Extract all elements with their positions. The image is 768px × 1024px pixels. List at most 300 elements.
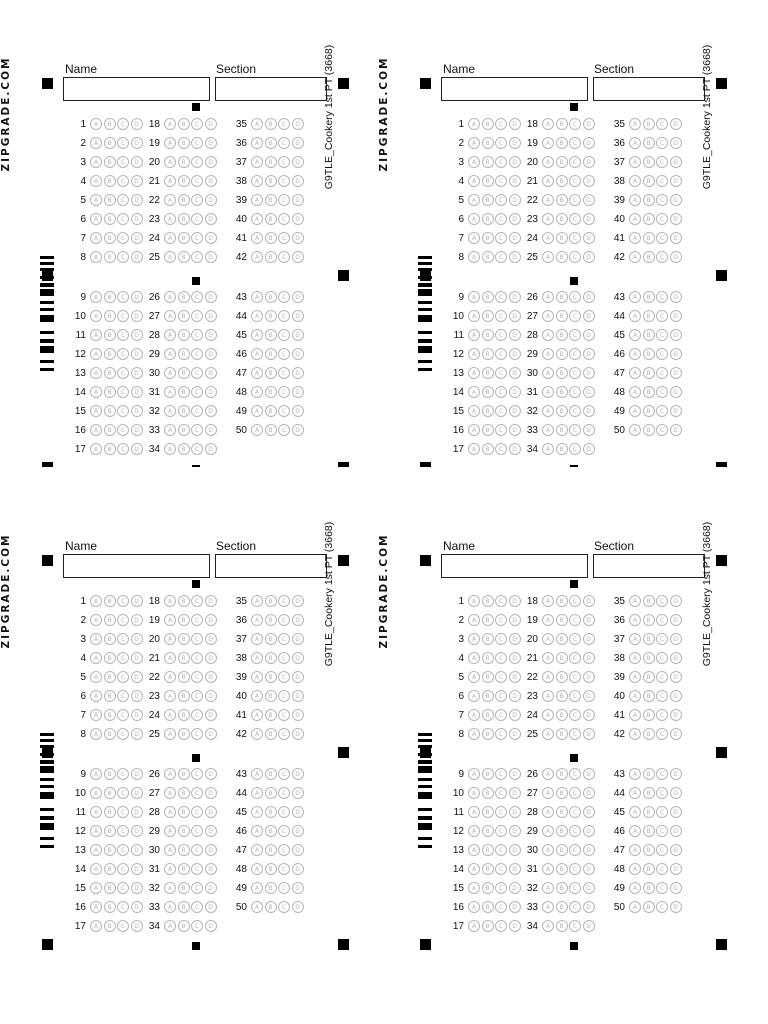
answer-bubble[interactable]: C — [278, 768, 290, 780]
answer-bubble[interactable]: B — [265, 251, 277, 263]
answer-bubble[interactable]: A — [468, 633, 480, 645]
answer-bubble[interactable]: A — [542, 728, 554, 740]
answer-bubble[interactable]: A — [164, 633, 176, 645]
answer-bubble[interactable]: B — [265, 709, 277, 721]
answer-bubble[interactable]: A — [468, 137, 480, 149]
answer-bubble[interactable]: C — [495, 329, 507, 341]
answer-bubble[interactable]: C — [656, 844, 668, 856]
answer-bubble[interactable]: D — [131, 348, 143, 360]
answer-bubble[interactable]: D — [670, 329, 682, 341]
answer-bubble[interactable]: A — [164, 386, 176, 398]
answer-bubble[interactable]: B — [643, 310, 655, 322]
answer-bubble[interactable]: B — [482, 901, 494, 913]
answer-bubble[interactable]: A — [251, 386, 263, 398]
answer-bubble[interactable]: D — [292, 806, 304, 818]
answer-bubble[interactable]: C — [495, 652, 507, 664]
answer-bubble[interactable]: B — [556, 386, 568, 398]
answer-bubble[interactable]: D — [292, 633, 304, 645]
answer-bubble[interactable]: A — [164, 671, 176, 683]
answer-bubble[interactable]: C — [569, 348, 581, 360]
answer-bubble[interactable]: B — [482, 118, 494, 130]
answer-bubble[interactable]: A — [629, 709, 641, 721]
answer-bubble[interactable]: D — [583, 652, 595, 664]
answer-bubble[interactable]: A — [629, 137, 641, 149]
answer-bubble[interactable]: D — [131, 443, 143, 455]
answer-bubble[interactable]: A — [542, 156, 554, 168]
answer-bubble[interactable]: B — [643, 882, 655, 894]
answer-bubble[interactable]: B — [643, 348, 655, 360]
answer-bubble[interactable]: B — [178, 405, 190, 417]
answer-bubble[interactable]: A — [468, 825, 480, 837]
answer-bubble[interactable]: D — [205, 787, 217, 799]
answer-bubble[interactable]: A — [542, 614, 554, 626]
answer-bubble[interactable]: A — [629, 405, 641, 417]
answer-bubble[interactable]: B — [104, 882, 116, 894]
answer-bubble[interactable]: B — [643, 118, 655, 130]
answer-bubble[interactable]: D — [670, 175, 682, 187]
name-field[interactable] — [441, 77, 588, 101]
answer-bubble[interactable]: D — [509, 863, 521, 875]
answer-bubble[interactable]: C — [191, 844, 203, 856]
answer-bubble[interactable]: A — [542, 405, 554, 417]
answer-bubble[interactable]: B — [178, 671, 190, 683]
answer-bubble[interactable]: C — [278, 118, 290, 130]
answer-bubble[interactable]: C — [569, 825, 581, 837]
answer-bubble[interactable]: C — [191, 118, 203, 130]
answer-bubble[interactable]: A — [468, 348, 480, 360]
answer-bubble[interactable]: C — [656, 825, 668, 837]
answer-bubble[interactable]: D — [205, 405, 217, 417]
answer-bubble[interactable]: A — [164, 424, 176, 436]
answer-bubble[interactable]: D — [205, 213, 217, 225]
answer-bubble[interactable]: B — [178, 652, 190, 664]
answer-bubble[interactable]: D — [131, 291, 143, 303]
answer-bubble[interactable]: B — [265, 901, 277, 913]
answer-bubble[interactable]: A — [90, 443, 102, 455]
answer-bubble[interactable]: B — [643, 633, 655, 645]
answer-bubble[interactable]: D — [131, 920, 143, 932]
answer-bubble[interactable]: A — [468, 690, 480, 702]
answer-bubble[interactable]: C — [656, 901, 668, 913]
answer-bubble[interactable]: B — [178, 329, 190, 341]
answer-bubble[interactable]: C — [495, 787, 507, 799]
answer-bubble[interactable]: D — [205, 443, 217, 455]
answer-bubble[interactable]: B — [265, 194, 277, 206]
answer-bubble[interactable]: D — [292, 709, 304, 721]
answer-bubble[interactable]: D — [509, 329, 521, 341]
answer-bubble[interactable]: C — [495, 728, 507, 740]
answer-bubble[interactable]: B — [178, 787, 190, 799]
answer-bubble[interactable]: B — [556, 863, 568, 875]
answer-bubble[interactable]: A — [542, 175, 554, 187]
answer-bubble[interactable]: A — [629, 671, 641, 683]
answer-bubble[interactable]: B — [265, 614, 277, 626]
answer-bubble[interactable]: D — [205, 901, 217, 913]
answer-bubble[interactable]: A — [90, 920, 102, 932]
answer-bubble[interactable]: A — [90, 156, 102, 168]
answer-bubble[interactable]: D — [131, 652, 143, 664]
answer-bubble[interactable]: B — [556, 920, 568, 932]
answer-bubble[interactable]: A — [251, 194, 263, 206]
answer-bubble[interactable]: D — [670, 213, 682, 225]
answer-bubble[interactable]: A — [90, 348, 102, 360]
answer-bubble[interactable]: A — [251, 709, 263, 721]
answer-bubble[interactable]: A — [468, 768, 480, 780]
answer-bubble[interactable]: B — [265, 213, 277, 225]
answer-bubble[interactable]: A — [164, 348, 176, 360]
answer-bubble[interactable]: D — [509, 291, 521, 303]
answer-bubble[interactable]: A — [164, 329, 176, 341]
answer-bubble[interactable]: D — [131, 825, 143, 837]
answer-bubble[interactable]: C — [191, 882, 203, 894]
answer-bubble[interactable]: C — [117, 367, 129, 379]
answer-bubble[interactable]: C — [117, 863, 129, 875]
answer-bubble[interactable]: A — [542, 424, 554, 436]
answer-bubble[interactable]: A — [90, 310, 102, 322]
answer-bubble[interactable]: B — [643, 728, 655, 740]
answer-bubble[interactable]: D — [205, 863, 217, 875]
answer-bubble[interactable]: B — [265, 367, 277, 379]
answer-bubble[interactable]: D — [131, 863, 143, 875]
answer-bubble[interactable]: D — [292, 232, 304, 244]
answer-bubble[interactable]: D — [205, 882, 217, 894]
answer-bubble[interactable]: B — [265, 671, 277, 683]
answer-bubble[interactable]: A — [251, 863, 263, 875]
answer-bubble[interactable]: A — [542, 194, 554, 206]
answer-bubble[interactable]: C — [191, 251, 203, 263]
answer-bubble[interactable]: B — [104, 633, 116, 645]
answer-bubble[interactable]: C — [191, 671, 203, 683]
answer-bubble[interactable]: B — [482, 329, 494, 341]
answer-bubble[interactable]: A — [164, 175, 176, 187]
answer-bubble[interactable]: C — [278, 424, 290, 436]
answer-bubble[interactable]: A — [164, 614, 176, 626]
answer-bubble[interactable]: A — [542, 844, 554, 856]
answer-bubble[interactable]: B — [643, 652, 655, 664]
answer-bubble[interactable]: D — [583, 386, 595, 398]
answer-bubble[interactable]: B — [104, 671, 116, 683]
answer-bubble[interactable]: B — [178, 348, 190, 360]
answer-bubble[interactable]: A — [251, 310, 263, 322]
answer-bubble[interactable]: B — [265, 386, 277, 398]
answer-bubble[interactable]: A — [629, 251, 641, 263]
answer-bubble[interactable]: D — [670, 825, 682, 837]
answer-bubble[interactable]: B — [482, 728, 494, 740]
answer-bubble[interactable]: B — [178, 806, 190, 818]
answer-bubble[interactable]: D — [509, 386, 521, 398]
answer-bubble[interactable]: B — [482, 920, 494, 932]
answer-bubble[interactable]: A — [542, 329, 554, 341]
answer-bubble[interactable]: A — [90, 329, 102, 341]
answer-bubble[interactable]: B — [178, 690, 190, 702]
answer-bubble[interactable]: D — [583, 367, 595, 379]
answer-bubble[interactable]: A — [542, 806, 554, 818]
answer-bubble[interactable]: A — [90, 633, 102, 645]
answer-bubble[interactable]: B — [643, 156, 655, 168]
answer-bubble[interactable]: C — [191, 728, 203, 740]
answer-bubble[interactable]: B — [643, 291, 655, 303]
answer-bubble[interactable]: B — [643, 671, 655, 683]
answer-bubble[interactable]: B — [643, 175, 655, 187]
answer-bubble[interactable]: B — [643, 787, 655, 799]
answer-bubble[interactable]: A — [468, 787, 480, 799]
answer-bubble[interactable]: D — [670, 156, 682, 168]
answer-bubble[interactable]: B — [178, 213, 190, 225]
answer-bubble[interactable]: A — [629, 118, 641, 130]
answer-bubble[interactable]: A — [90, 137, 102, 149]
answer-bubble[interactable]: C — [191, 633, 203, 645]
answer-bubble[interactable]: B — [104, 595, 116, 607]
answer-bubble[interactable]: C — [278, 386, 290, 398]
answer-bubble[interactable]: C — [191, 386, 203, 398]
answer-bubble[interactable]: C — [495, 901, 507, 913]
answer-bubble[interactable]: A — [164, 194, 176, 206]
answer-bubble[interactable]: B — [104, 424, 116, 436]
answer-bubble[interactable]: B — [104, 175, 116, 187]
answer-bubble[interactable]: A — [164, 652, 176, 664]
answer-bubble[interactable]: D — [670, 251, 682, 263]
answer-bubble[interactable]: C — [278, 901, 290, 913]
answer-bubble[interactable]: A — [542, 251, 554, 263]
answer-bubble[interactable]: D — [509, 728, 521, 740]
answer-bubble[interactable]: B — [482, 595, 494, 607]
answer-bubble[interactable]: A — [629, 690, 641, 702]
answer-bubble[interactable]: B — [104, 806, 116, 818]
answer-bubble[interactable]: D — [205, 175, 217, 187]
answer-bubble[interactable]: C — [278, 690, 290, 702]
answer-bubble[interactable]: B — [104, 768, 116, 780]
answer-bubble[interactable]: C — [191, 863, 203, 875]
answer-bubble[interactable]: A — [542, 652, 554, 664]
answer-bubble[interactable]: A — [164, 768, 176, 780]
answer-bubble[interactable]: D — [583, 310, 595, 322]
answer-bubble[interactable]: A — [251, 671, 263, 683]
answer-bubble[interactable]: A — [251, 652, 263, 664]
answer-bubble[interactable]: A — [251, 768, 263, 780]
answer-bubble[interactable]: A — [542, 348, 554, 360]
answer-bubble[interactable]: A — [468, 882, 480, 894]
answer-bubble[interactable]: B — [556, 806, 568, 818]
answer-bubble[interactable]: C — [117, 251, 129, 263]
answer-bubble[interactable]: A — [468, 671, 480, 683]
answer-bubble[interactable]: D — [292, 690, 304, 702]
answer-bubble[interactable]: C — [569, 690, 581, 702]
answer-bubble[interactable]: C — [495, 595, 507, 607]
answer-bubble[interactable]: C — [495, 633, 507, 645]
answer-bubble[interactable]: C — [278, 863, 290, 875]
answer-bubble[interactable]: D — [670, 882, 682, 894]
answer-bubble[interactable]: B — [482, 709, 494, 721]
answer-bubble[interactable]: A — [251, 614, 263, 626]
answer-bubble[interactable]: A — [164, 137, 176, 149]
answer-bubble[interactable]: A — [251, 118, 263, 130]
answer-bubble[interactable]: A — [629, 329, 641, 341]
answer-bubble[interactable]: C — [569, 405, 581, 417]
answer-bubble[interactable]: C — [495, 614, 507, 626]
answer-bubble[interactable]: D — [131, 213, 143, 225]
answer-bubble[interactable]: A — [90, 728, 102, 740]
answer-bubble[interactable]: B — [643, 424, 655, 436]
answer-bubble[interactable]: C — [569, 652, 581, 664]
answer-bubble[interactable]: B — [643, 251, 655, 263]
answer-bubble[interactable]: C — [117, 595, 129, 607]
answer-bubble[interactable]: A — [468, 118, 480, 130]
answer-bubble[interactable]: D — [509, 920, 521, 932]
answer-bubble[interactable]: D — [292, 671, 304, 683]
answer-bubble[interactable]: B — [643, 194, 655, 206]
answer-bubble[interactable]: B — [265, 787, 277, 799]
answer-bubble[interactable]: C — [656, 367, 668, 379]
answer-bubble[interactable]: B — [556, 652, 568, 664]
answer-bubble[interactable]: B — [178, 424, 190, 436]
answer-bubble[interactable]: C — [278, 405, 290, 417]
answer-bubble[interactable]: D — [131, 175, 143, 187]
answer-bubble[interactable]: D — [670, 367, 682, 379]
answer-bubble[interactable]: A — [90, 194, 102, 206]
answer-bubble[interactable]: A — [468, 709, 480, 721]
answer-bubble[interactable]: D — [205, 251, 217, 263]
answer-bubble[interactable]: C — [117, 901, 129, 913]
answer-bubble[interactable]: D — [205, 825, 217, 837]
answer-bubble[interactable]: B — [556, 194, 568, 206]
answer-bubble[interactable]: C — [191, 595, 203, 607]
answer-bubble[interactable]: D — [583, 213, 595, 225]
answer-bubble[interactable]: A — [468, 310, 480, 322]
answer-bubble[interactable]: D — [670, 709, 682, 721]
answer-bubble[interactable]: B — [643, 825, 655, 837]
answer-bubble[interactable]: D — [670, 595, 682, 607]
answer-bubble[interactable]: B — [556, 844, 568, 856]
answer-bubble[interactable]: A — [251, 137, 263, 149]
answer-bubble[interactable]: B — [265, 633, 277, 645]
answer-bubble[interactable]: A — [164, 844, 176, 856]
answer-bubble[interactable]: B — [104, 251, 116, 263]
answer-bubble[interactable]: D — [292, 652, 304, 664]
answer-bubble[interactable]: B — [482, 213, 494, 225]
answer-bubble[interactable]: D — [583, 251, 595, 263]
answer-bubble[interactable]: A — [164, 156, 176, 168]
answer-bubble[interactable]: A — [164, 443, 176, 455]
answer-bubble[interactable]: D — [583, 424, 595, 436]
answer-bubble[interactable]: D — [670, 118, 682, 130]
answer-bubble[interactable]: C — [569, 118, 581, 130]
answer-bubble[interactable]: A — [251, 825, 263, 837]
answer-bubble[interactable]: B — [556, 901, 568, 913]
answer-bubble[interactable]: C — [495, 213, 507, 225]
answer-bubble[interactable]: A — [468, 213, 480, 225]
answer-bubble[interactable]: B — [482, 614, 494, 626]
answer-bubble[interactable]: D — [583, 920, 595, 932]
answer-bubble[interactable]: C — [656, 213, 668, 225]
answer-bubble[interactable]: D — [131, 709, 143, 721]
answer-bubble[interactable]: C — [495, 920, 507, 932]
answer-bubble[interactable]: C — [656, 595, 668, 607]
answer-bubble[interactable]: D — [205, 310, 217, 322]
answer-bubble[interactable]: A — [468, 595, 480, 607]
answer-bubble[interactable]: C — [191, 920, 203, 932]
answer-bubble[interactable]: A — [251, 728, 263, 740]
answer-bubble[interactable]: D — [205, 768, 217, 780]
answer-bubble[interactable]: D — [205, 291, 217, 303]
answer-bubble[interactable]: A — [90, 614, 102, 626]
answer-bubble[interactable]: C — [495, 367, 507, 379]
answer-bubble[interactable]: D — [670, 405, 682, 417]
answer-bubble[interactable]: C — [656, 175, 668, 187]
answer-bubble[interactable]: A — [542, 137, 554, 149]
answer-bubble[interactable]: A — [542, 386, 554, 398]
answer-bubble[interactable]: C — [191, 367, 203, 379]
answer-bubble[interactable]: C — [495, 690, 507, 702]
answer-bubble[interactable]: B — [178, 709, 190, 721]
answer-bubble[interactable]: D — [509, 194, 521, 206]
answer-bubble[interactable]: D — [292, 329, 304, 341]
answer-bubble[interactable]: C — [278, 348, 290, 360]
answer-bubble[interactable]: A — [90, 232, 102, 244]
answer-bubble[interactable]: B — [482, 348, 494, 360]
answer-bubble[interactable]: C — [191, 329, 203, 341]
answer-bubble[interactable]: C — [656, 768, 668, 780]
answer-bubble[interactable]: D — [583, 844, 595, 856]
answer-bubble[interactable]: C — [656, 405, 668, 417]
answer-bubble[interactable]: D — [583, 882, 595, 894]
answer-bubble[interactable]: B — [265, 595, 277, 607]
answer-bubble[interactable]: A — [542, 690, 554, 702]
answer-bubble[interactable]: C — [117, 329, 129, 341]
answer-bubble[interactable]: C — [656, 882, 668, 894]
answer-bubble[interactable]: C — [569, 443, 581, 455]
answer-bubble[interactable]: A — [629, 232, 641, 244]
answer-bubble[interactable]: C — [191, 652, 203, 664]
answer-bubble[interactable]: C — [495, 194, 507, 206]
answer-bubble[interactable]: A — [468, 806, 480, 818]
answer-bubble[interactable]: D — [205, 690, 217, 702]
answer-bubble[interactable]: A — [542, 367, 554, 379]
answer-bubble[interactable]: D — [131, 614, 143, 626]
answer-bubble[interactable]: B — [556, 291, 568, 303]
answer-bubble[interactable]: A — [468, 443, 480, 455]
answer-bubble[interactable]: B — [104, 291, 116, 303]
answer-bubble[interactable]: C — [117, 118, 129, 130]
answer-bubble[interactable]: C — [278, 825, 290, 837]
answer-bubble[interactable]: C — [117, 690, 129, 702]
answer-bubble[interactable]: A — [468, 844, 480, 856]
answer-bubble[interactable]: B — [178, 920, 190, 932]
answer-bubble[interactable]: A — [629, 367, 641, 379]
answer-bubble[interactable]: A — [629, 728, 641, 740]
answer-bubble[interactable]: D — [131, 405, 143, 417]
answer-bubble[interactable]: B — [178, 728, 190, 740]
answer-bubble[interactable]: A — [90, 690, 102, 702]
answer-bubble[interactable]: D — [509, 768, 521, 780]
answer-bubble[interactable]: C — [117, 882, 129, 894]
answer-bubble[interactable]: C — [278, 709, 290, 721]
answer-bubble[interactable]: D — [583, 232, 595, 244]
answer-bubble[interactable]: B — [265, 291, 277, 303]
answer-bubble[interactable]: B — [482, 652, 494, 664]
answer-bubble[interactable]: B — [643, 614, 655, 626]
answer-bubble[interactable]: A — [468, 175, 480, 187]
answer-bubble[interactable]: B — [104, 728, 116, 740]
answer-bubble[interactable]: D — [670, 291, 682, 303]
answer-bubble[interactable]: D — [131, 768, 143, 780]
answer-bubble[interactable]: B — [556, 728, 568, 740]
answer-bubble[interactable]: D — [292, 251, 304, 263]
answer-bubble[interactable]: D — [509, 213, 521, 225]
answer-bubble[interactable]: A — [468, 156, 480, 168]
answer-bubble[interactable]: D — [292, 424, 304, 436]
answer-bubble[interactable]: A — [251, 405, 263, 417]
answer-bubble[interactable]: D — [670, 137, 682, 149]
